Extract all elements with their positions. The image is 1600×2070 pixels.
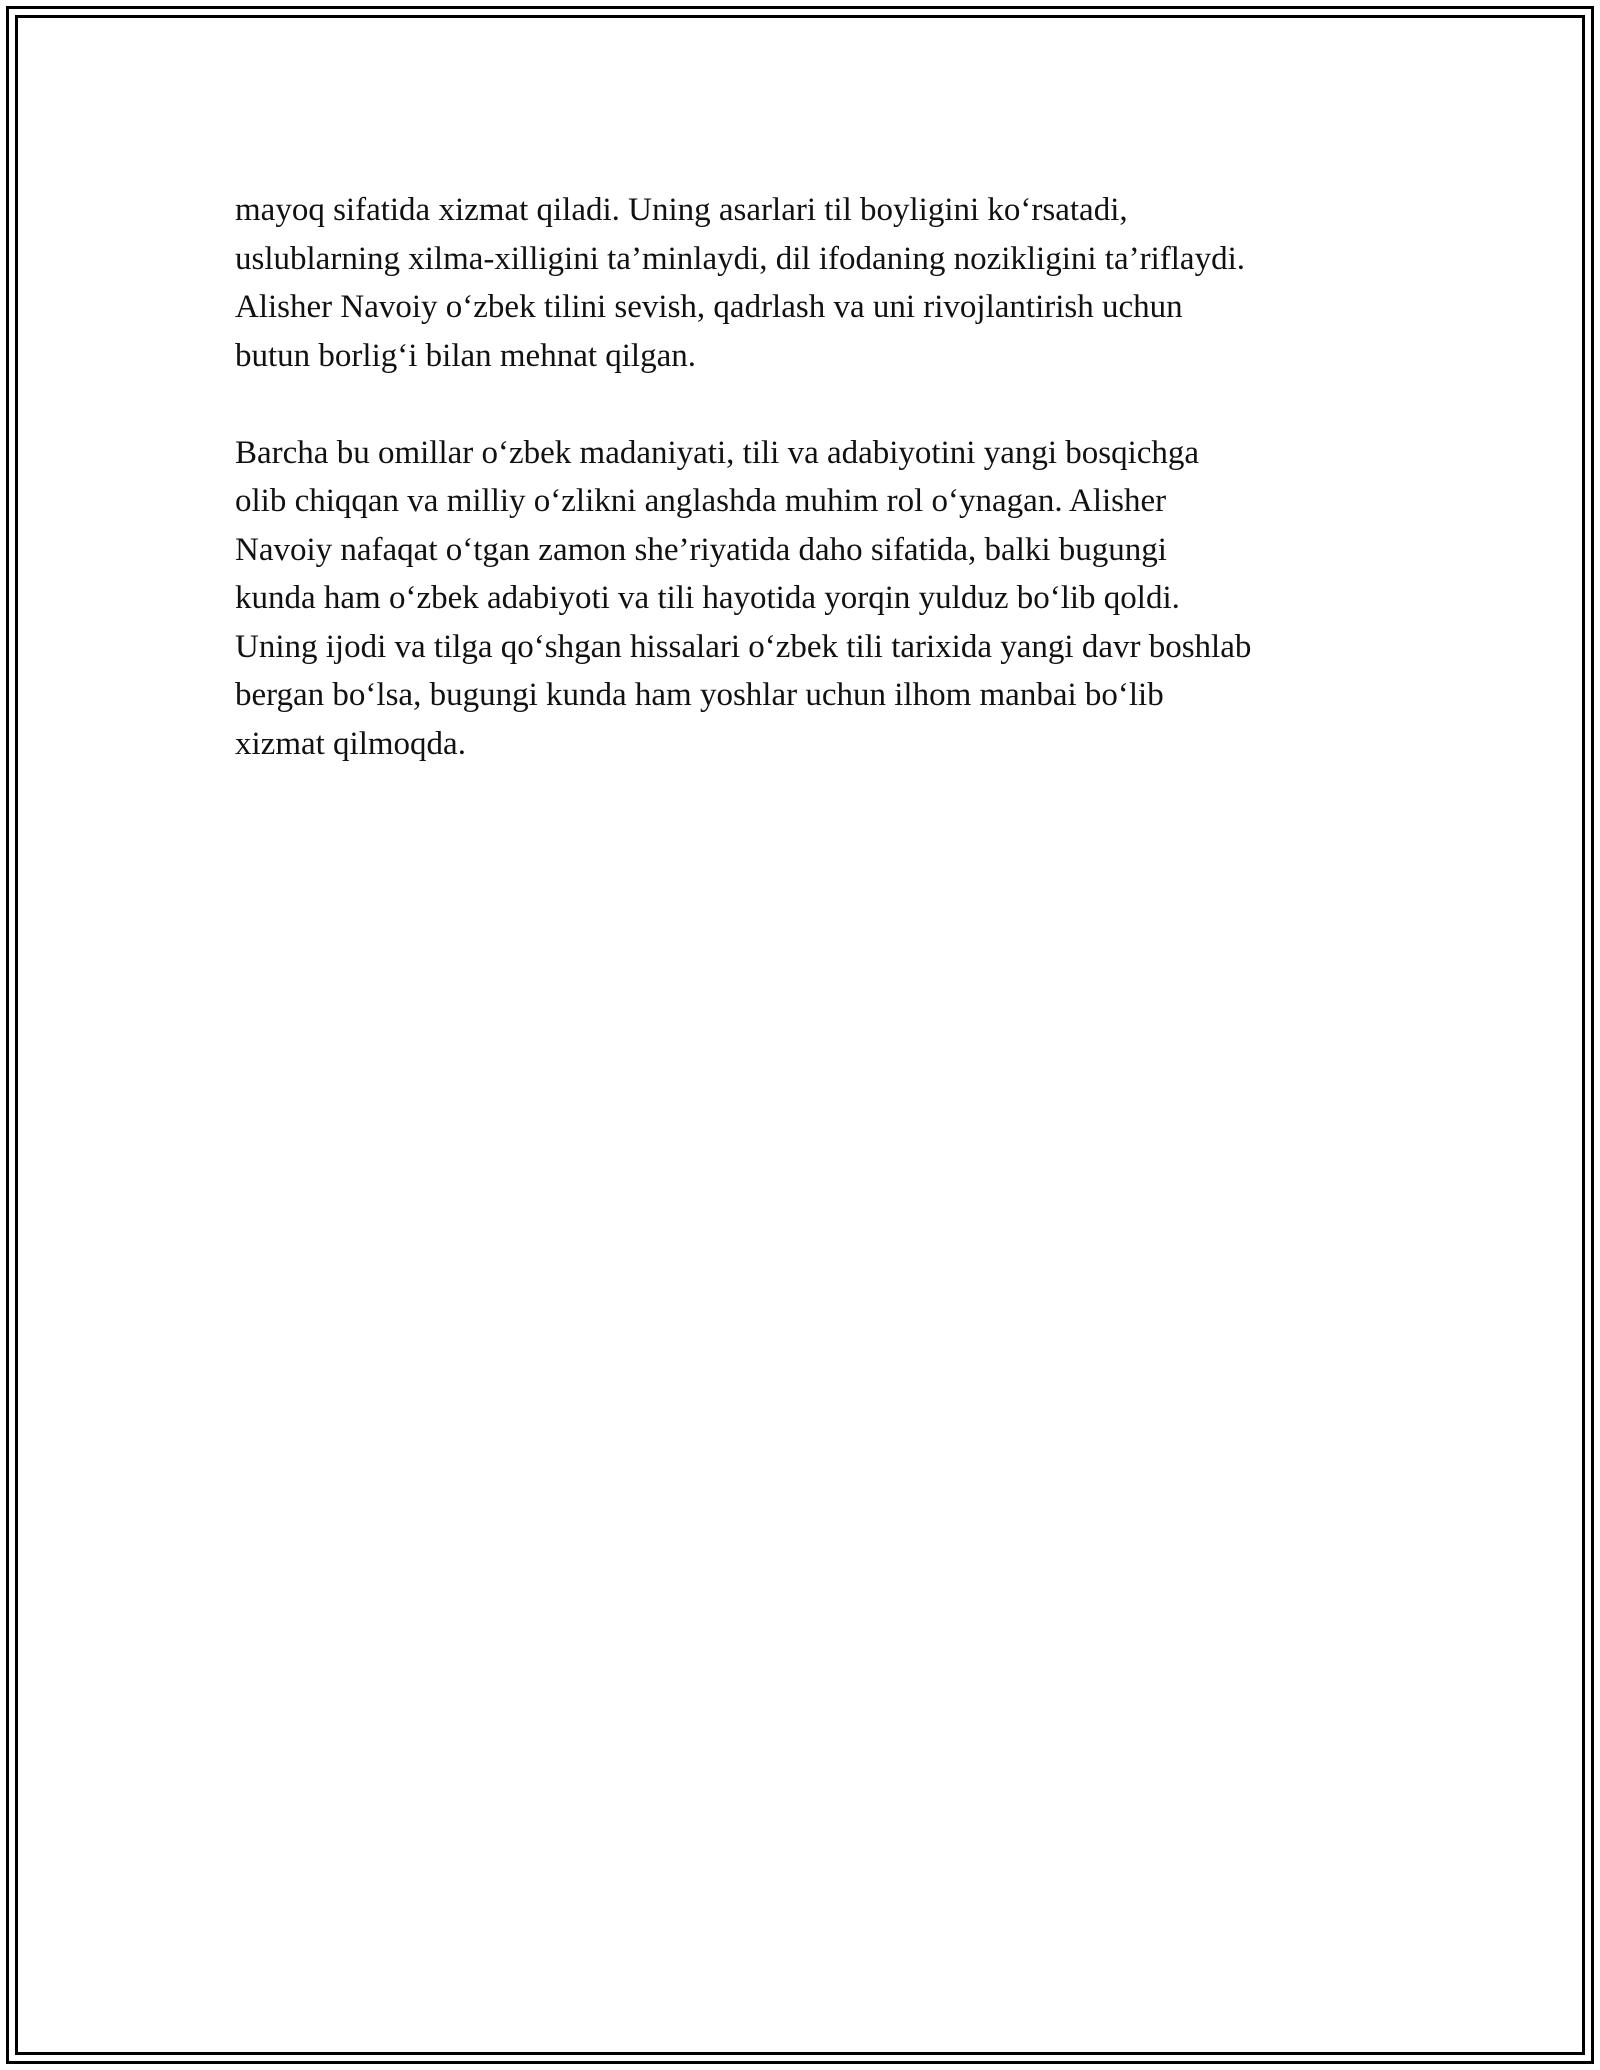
text-line: Uning ijodi va tilga qo‘shgan hissalari o‘zbek tili tarixida yangi davr boshlab — [235, 628, 1252, 665]
text-line: butun borlig‘i bilan mehnat qilgan. — [235, 337, 697, 374]
text-line: Barcha bu omillar o‘zbek madaniyati, tili va adabiyotini yangi bosqichga — [235, 434, 1200, 471]
paragraph-2 — [235, 429, 1415, 769]
text-line: Navoiy nafaqat o‘tgan zamon she’riyatida daho sifatida, balki bugungi — [235, 531, 1167, 568]
document-body — [235, 186, 1415, 768]
paragraph-1 — [235, 186, 1415, 380]
text-line: kunda ham o‘zbek adabiyoti va tili hayotida yorqin yulduz bo‘lib qoldi. — [235, 580, 1180, 616]
text-line: xizmat qilmoqda. — [235, 725, 466, 762]
text-line: olib chiqqan va milliy o‘zlikni anglashda muhim rol o‘ynagan. Alisher — [235, 483, 1167, 519]
text-line: mayoq sifatida xizmat qiladi. Uning asarlari til boyligini ko‘rsatadi, — [235, 192, 1128, 228]
text-line: uslublarning xilma-xilligini ta’minlaydi, dil ifodaning nozikligini ta’riflaydi. — [235, 240, 1245, 277]
text-line: bergan bo‘lsa, bugungi kunda ham yoshlar uchun ilhom manbai bo‘lib — [235, 677, 1164, 713]
text-line: Alisher Navoiy o‘zbek tilini sevish, qadrlash va uni rivojlantirish uchun — [235, 289, 1183, 325]
